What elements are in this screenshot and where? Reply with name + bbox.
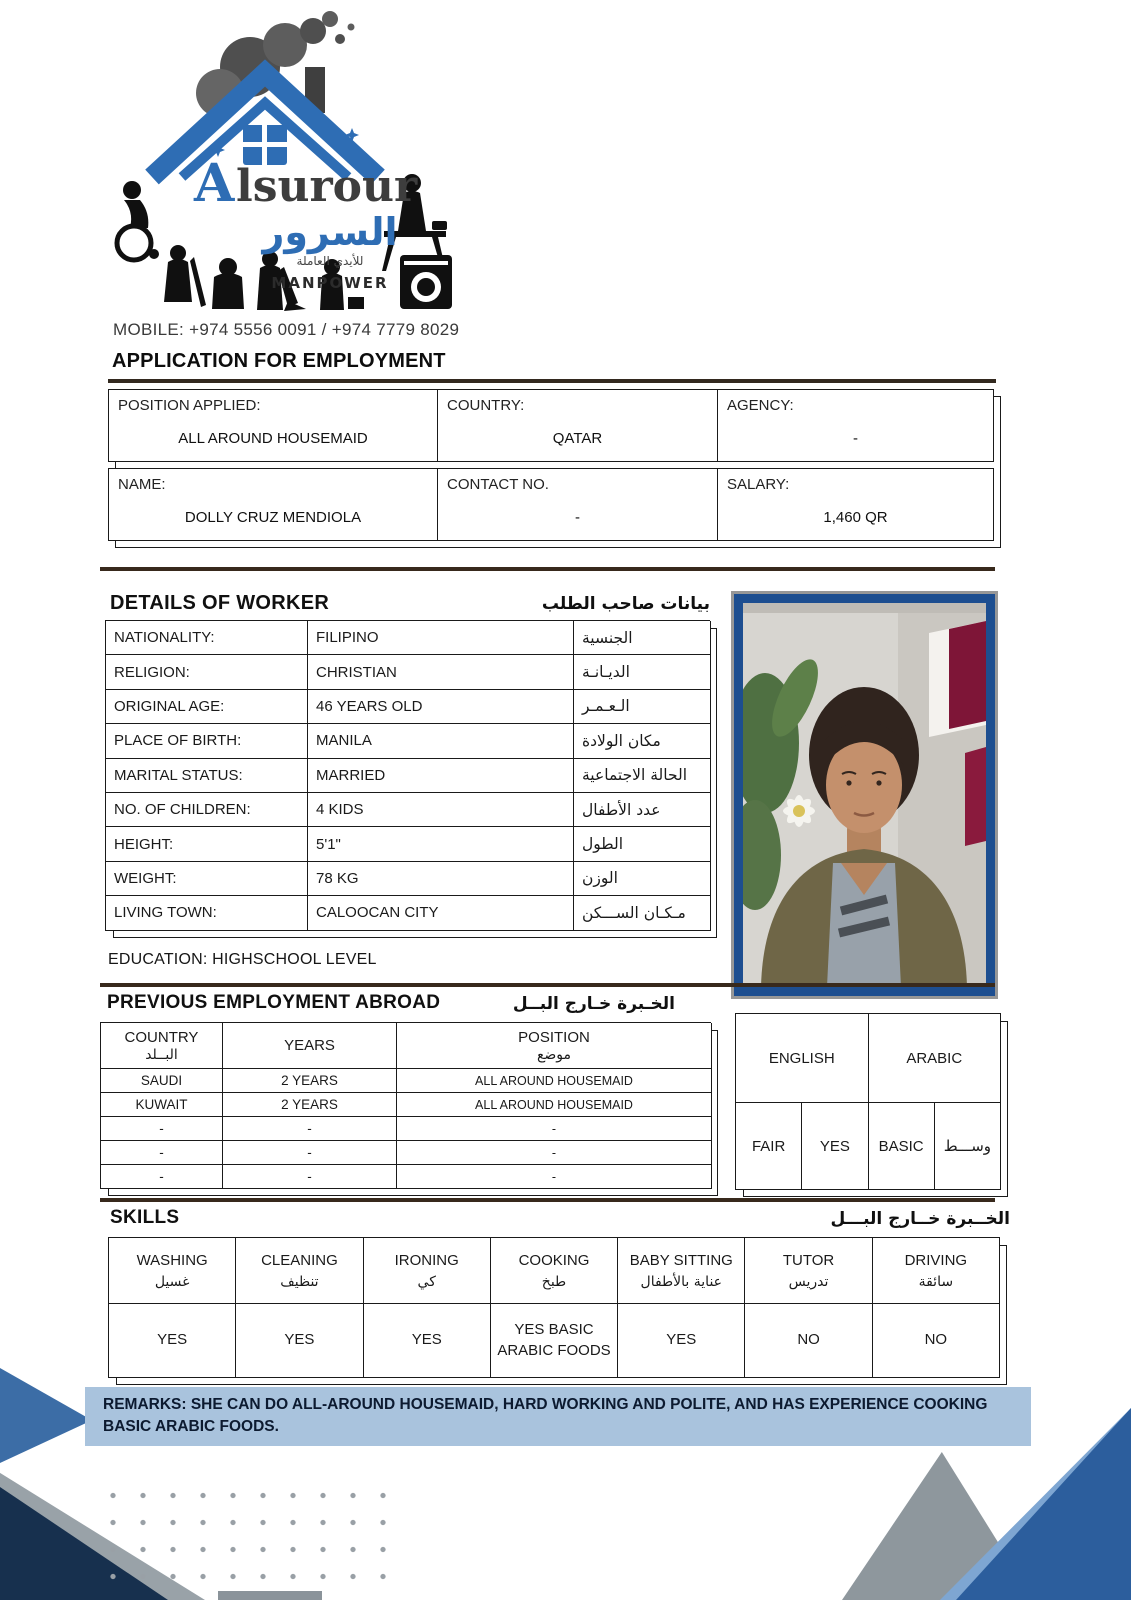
employment-position: - (397, 1165, 712, 1189)
employment-position: - (397, 1117, 712, 1141)
detail-label: MARITAL STATUS: (106, 759, 308, 793)
detail-arabic: الـعـمـر (574, 690, 711, 724)
employment-header-years (223, 1023, 397, 1069)
language-arabic-level-ar: وســـط (935, 1103, 1001, 1190)
brand-name: lsurour (236, 161, 418, 212)
employment-header-position (397, 1023, 712, 1069)
detail-value: CALOOCAN CITY (308, 896, 574, 930)
skill-header (364, 1238, 491, 1304)
skill-header (491, 1238, 618, 1304)
detail-label: PLACE OF BIRTH: (106, 724, 308, 758)
skill-name-ar: تنظيف (280, 1273, 319, 1290)
employment-section-title-arabic: الخـبرة خـارج البــل (512, 994, 675, 1014)
skill-name-ar: سائقة (918, 1273, 954, 1290)
employment-country: KUWAIT (101, 1093, 223, 1117)
detail-arabic: مـكـان الســـكن (574, 896, 711, 930)
detail-label: NATIONALITY: (106, 621, 308, 655)
detail-label: HEIGHT: (106, 827, 308, 861)
section-divider (100, 983, 995, 987)
employment-years: - (223, 1117, 397, 1141)
detail-arabic: عدد الأطفال (574, 793, 711, 827)
employment-years: 2 YEARS (223, 1093, 397, 1117)
detail-label: WEIGHT: (106, 862, 308, 896)
detail-arabic: الطول (574, 827, 711, 861)
skill-value: NO (873, 1304, 1000, 1378)
position-applied-label: POSITION APPLIED: (118, 397, 261, 414)
skill-value: YES (109, 1304, 236, 1378)
detail-arabic: الوزن (574, 862, 711, 896)
salary-value: 1,460 QR (823, 509, 888, 526)
header-position-en: POSITION (518, 1028, 590, 1046)
skill-name-en: BABY SITTING (629, 1251, 733, 1269)
skill-name-en: COOKING (518, 1251, 590, 1269)
contact-cell (437, 469, 717, 540)
agency-value: - (853, 430, 858, 447)
brand-arabic: السرور (262, 210, 398, 254)
worker-photo-image (743, 603, 986, 987)
language-arabic-level: BASIC (869, 1103, 935, 1190)
page-title: APPLICATION FOR EMPLOYMENT (112, 350, 446, 372)
employment-country: - (101, 1141, 223, 1165)
contact-label: CONTACT NO. (447, 476, 549, 493)
skill-name-en: TUTOR (782, 1251, 835, 1269)
agency-label: AGENCY: (727, 397, 794, 414)
detail-value: FILIPINO (308, 621, 574, 655)
brand-tagline-arabic: للأيدي العاملة (296, 254, 364, 268)
skill-value: YES (364, 1304, 491, 1378)
skill-header (745, 1238, 872, 1304)
skills-section-title-arabic: الخــبرة خــارج البـــل (830, 1209, 1010, 1229)
skill-value: YES (236, 1304, 363, 1378)
header-country-en: COUNTRY (124, 1028, 199, 1046)
brand-initial: A (194, 153, 235, 214)
application-summary-table (108, 389, 994, 541)
remarks-bar (85, 1387, 1031, 1446)
previous-employment-table (100, 1022, 711, 1189)
employment-section-title: PREVIOUS EMPLOYMENT ABROAD (107, 992, 441, 1013)
language-english-yes: YES (802, 1103, 868, 1190)
country-cell (437, 390, 717, 461)
language-arabic-header: ARABIC (869, 1014, 1002, 1103)
worker-photo (734, 594, 995, 996)
language-english-header: ENGLISH (736, 1014, 869, 1103)
detail-label: ORIGINAL AGE: (106, 690, 308, 724)
detail-value: 78 KG (308, 862, 574, 896)
skill-header (873, 1238, 1000, 1304)
skills-table (108, 1237, 1000, 1378)
skill-name-en: IRONING (394, 1251, 459, 1269)
detail-label: RELIGION: (106, 655, 308, 689)
skills-section-title: SKILLS (110, 1207, 180, 1228)
country-label: COUNTRY: (447, 397, 525, 414)
skill-header (618, 1238, 745, 1304)
mobile-number: MOBILE: +974 5556 0091 / +974 7779 8029 (113, 320, 460, 339)
skill-header (109, 1238, 236, 1304)
country-value: QATAR (552, 430, 603, 447)
skill-name-en: DRIVING (904, 1251, 968, 1269)
skill-name-ar: عناية بالأطفال (640, 1273, 723, 1290)
decor-dots-grid (98, 1482, 386, 1588)
skill-name-ar: طبخ (541, 1273, 567, 1290)
section-divider (100, 567, 995, 571)
position-applied-cell (109, 390, 437, 461)
detail-value: MANILA (308, 724, 574, 758)
agency-logo-graphic (100, 5, 460, 315)
name-label: NAME: (118, 476, 166, 493)
employment-position: ALL AROUND HOUSEMAID (397, 1093, 712, 1117)
employment-position: ALL AROUND HOUSEMAID (397, 1069, 712, 1093)
employment-country: SAUDI (101, 1069, 223, 1093)
detail-label: LIVING TOWN: (106, 896, 308, 930)
salary-label: SALARY: (727, 476, 790, 493)
section-divider (100, 1198, 995, 1202)
languages-table (735, 1013, 1001, 1190)
employment-country: - (101, 1165, 223, 1189)
detail-value: 5'1" (308, 827, 574, 861)
skill-value: YES (618, 1304, 745, 1378)
skill-name-en: CLEANING (261, 1251, 338, 1269)
salary-cell (717, 469, 993, 540)
application-row-1 (108, 389, 994, 462)
skill-name-ar: تدريس (788, 1273, 829, 1290)
position-applied-value: ALL AROUND HOUSEMAID (178, 430, 368, 447)
agency-logo (100, 5, 460, 315)
decor-triangle-blue-left (0, 1368, 92, 1463)
employment-years: 2 YEARS (223, 1069, 397, 1093)
employment-position: - (397, 1141, 712, 1165)
name-value: DOLLY CRUZ MENDIOLA (184, 509, 362, 526)
title-underline (108, 379, 996, 383)
skill-value: NO (745, 1304, 872, 1378)
worker-details-table (105, 620, 710, 931)
detail-value: CHRISTIAN (308, 655, 574, 689)
header-position-ar: موضع (536, 1046, 572, 1063)
language-english-level: FAIR (736, 1103, 802, 1190)
name-cell (109, 469, 437, 540)
application-row-2 (108, 468, 994, 541)
agency-cell (717, 390, 993, 461)
skill-name-en: WASHING (136, 1251, 208, 1269)
detail-value: 4 KIDS (308, 793, 574, 827)
education-line: EDUCATION: HIGHSCHOOL LEVEL (108, 951, 377, 968)
employment-country: - (101, 1117, 223, 1141)
detail-arabic: الحالة الاجتماعية (574, 759, 711, 793)
employment-years: - (223, 1165, 397, 1189)
contact-value: - (575, 509, 580, 526)
header-years-en: YEARS (284, 1036, 335, 1054)
manpower-label: MANPOWER (271, 274, 389, 292)
employment-years: - (223, 1141, 397, 1165)
decor-strip-gray-bottom (218, 1591, 322, 1600)
details-section-title: DETAILS OF WORKER (110, 592, 330, 614)
detail-arabic: مكان الولادة (574, 724, 711, 758)
detail-value: 46 YEARS OLD (308, 690, 574, 724)
detail-value: MARRIED (308, 759, 574, 793)
skill-name-ar: غسيل (154, 1273, 190, 1290)
employment-header-country (101, 1023, 223, 1069)
header-country-ar: البــلد (145, 1046, 178, 1063)
skill-name-ar: كي (417, 1273, 436, 1290)
skill-header (236, 1238, 363, 1304)
detail-arabic: الديـانـة (574, 655, 711, 689)
skill-value: YES BASIC ARABIC FOODS (491, 1304, 618, 1378)
remarks-text: REMARKS: SHE CAN DO ALL-AROUND HOUSEMAID, HARD WORKING AND POLITE, AND HAS EXPERIENCE COOKING BASIC ARABIC FOODS. (103, 1396, 988, 1436)
detail-arabic: الجنسية (574, 621, 711, 655)
details-section-title-arabic: بيانات صاحب الطلب (541, 594, 710, 614)
detail-label: NO. OF CHILDREN: (106, 793, 308, 827)
house-window-icon (243, 125, 287, 165)
